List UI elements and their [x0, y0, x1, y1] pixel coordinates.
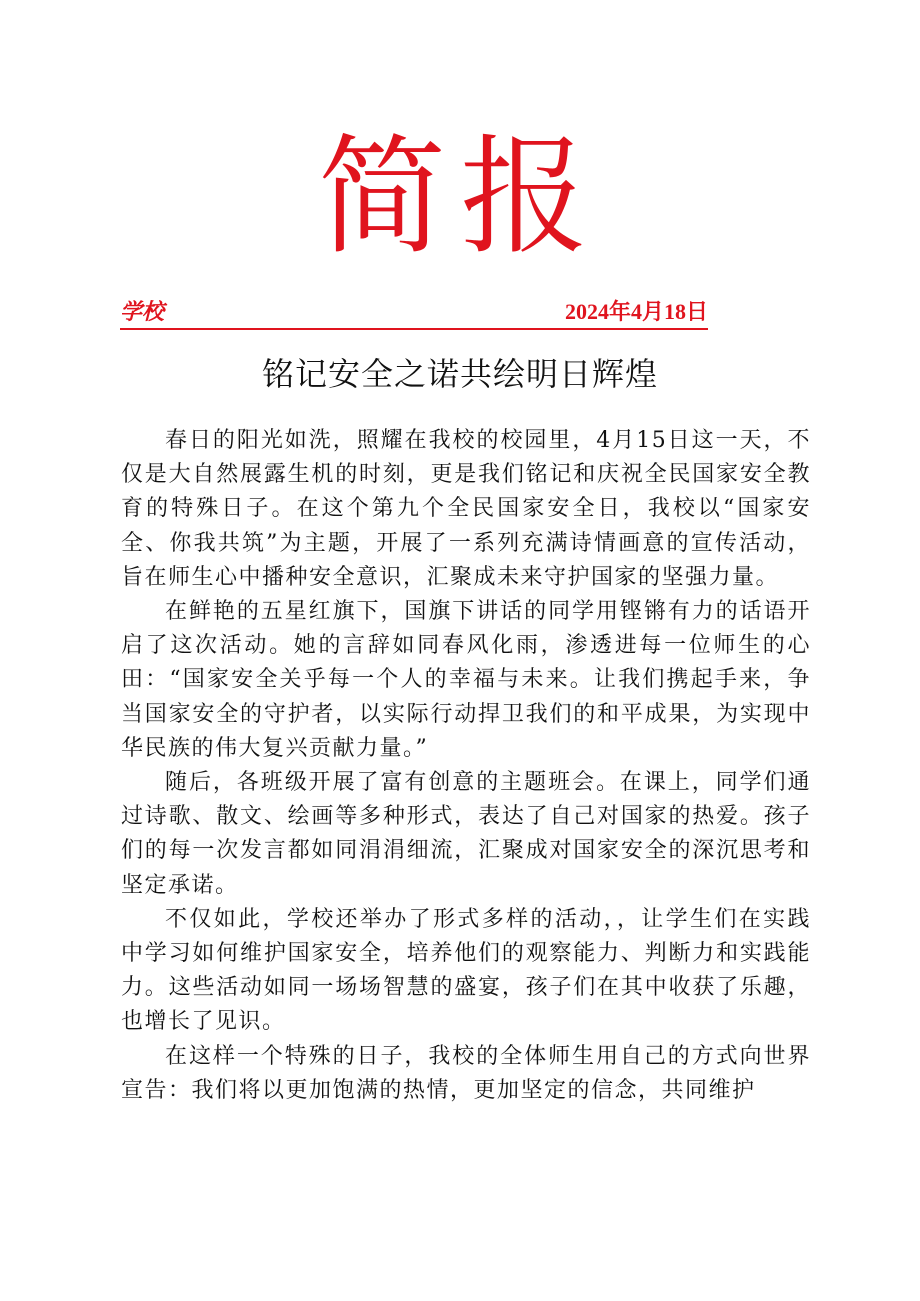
header-rule-row	[120, 298, 708, 330]
school-label: 学校	[120, 299, 165, 325]
article-title: 铭记安全之诺共绘明日辉煌	[261, 355, 658, 393]
paragraph: 在这样一个特殊的日子，我校的全体师生用自己的方式向世界宣告：我们将以更加饱满的热情，更加坚定的信念，共同维护	[121, 1043, 811, 1103]
paragraph: 不仅如此，学校还举办了形式多样的活动，，让学生们在实践中学习如何维护国家安全，培养他们的观察能力、判断力和实践能力。这些活动如同一场场智慧的盛宴，孩子们在其中收获了乐趣，也增长了见识。	[121, 906, 811, 1035]
paragraph: 随后，各班级开展了富有创意的主题班会。在课上，同学们通过诗歌、散文、绘画等多种形式，表达了自己对国家的热爱。孩子们的每一次发言都如同涓涓细流，汇聚成对国家安全的深沉思考和坚定承诺。	[121, 770, 811, 898]
paragraph: 春日的阳光如洗，照耀在我校的校园里，4月15日这一天，不仅是大自然展露生机的时刻，更是我们铭记和庆祝全民国家安全教育的特殊日子。在这个第九个全民国家安全日，我校以“国家安全、你我共筑”为主题，开展了一系列充满诗情画意的宣传活动，旨在师生心中播种安全意识，汇聚成未来守护国家的坚强力量。	[121, 428, 811, 590]
article-body	[121, 424, 811, 1108]
paragraph: 在鲜艳的五星红旗下，国旗下讲话的同学用铿锵有力的话语开启了这次活动。她的言辞如同春风化雨，渗透进每一位师生的心田：“国家安全关乎每一个人的幸福与未来。让我们携起手来，争当国家安全的守护者，以实际行动捍卫我们的和平成果，为实现中华民族的伟大复兴贡献力量。”	[121, 599, 811, 761]
issue-date: 2024年4月18日	[564, 299, 708, 324]
masthead-title: 简报	[317, 123, 602, 272]
